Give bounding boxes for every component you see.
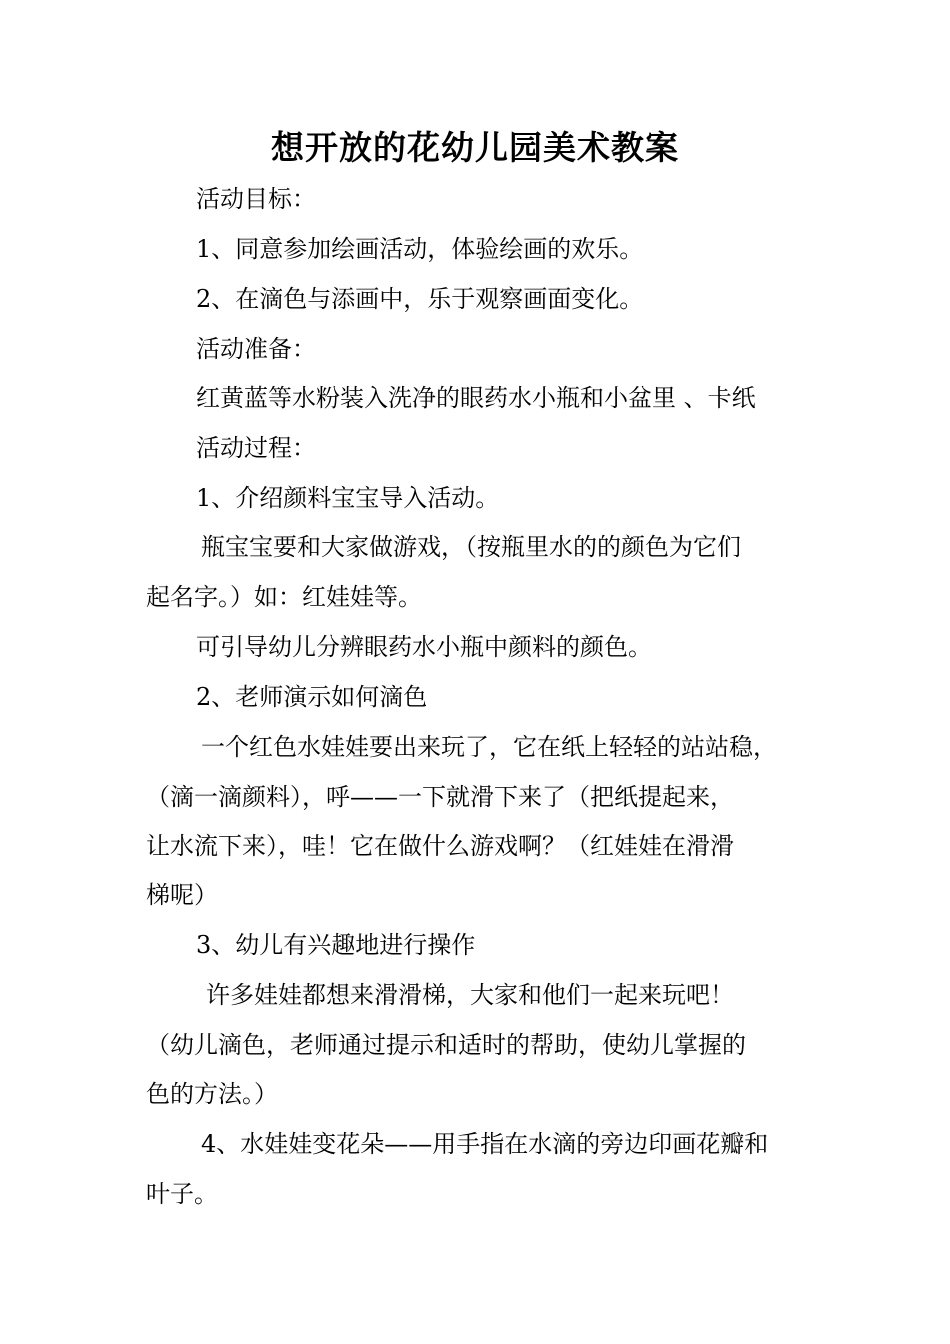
paragraph-line: 1、介绍颜料宝宝导入活动。 — [196, 484, 500, 512]
paragraph-line: 3、幼儿有兴趣地进行操作 — [196, 931, 476, 959]
paragraph-line: 2、在滴色与添画中，乐于观察画面变化。 — [196, 285, 644, 313]
section-heading-preparation: 活动准备： — [196, 335, 316, 363]
paragraph-line: 2、老师演示如何滴色 — [196, 683, 428, 711]
paragraph-line: （幼儿滴色，老师通过提示和适时的帮助，使幼儿掌握的 — [146, 1031, 746, 1059]
paragraph-line: 让水流下来），哇！它在做什么游戏啊？（红娃娃在滑滑 — [146, 832, 734, 860]
paragraph-line: 4、水娃娃变花朵——用手指在水滴的旁边印画花瓣和 — [201, 1130, 769, 1158]
paragraph-line: 许多娃娃都想来滑滑梯，大家和他们一起来玩吧！ — [206, 981, 734, 1009]
paragraph-line: 梯呢） — [146, 881, 218, 909]
section-heading-process: 活动过程： — [196, 434, 316, 462]
paragraph-line: 红黄蓝等水粉装入洗净的眼药水小瓶和小盆里 、卡纸 — [196, 384, 756, 412]
paragraph-line: 1、同意参加绘画活动，体验绘画的欢乐。 — [196, 235, 644, 263]
paragraph-line: 叶子。 — [146, 1180, 218, 1208]
paragraph-line: 瓶宝宝要和大家做游戏，（按瓶里水的的颜色为它们 — [201, 533, 741, 561]
paragraph-line: 色的方法。） — [146, 1080, 278, 1108]
paragraph-line: 起名字。）如：红娃娃等。 — [146, 583, 422, 611]
document-title: 想开放的花幼儿园美术教案 — [271, 128, 679, 167]
paragraph-line: 一个红色水娃娃要出来玩了，它在纸上轻轻的站站稳， — [201, 733, 777, 761]
paragraph-line: 可引导幼儿分辨眼药水小瓶中颜料的颜色。 — [196, 633, 652, 661]
paragraph-line: （滴一滴颜料），呼——一下就滑下来了（把纸提起来， — [146, 783, 734, 811]
section-heading-goals: 活动目标： — [196, 185, 316, 213]
